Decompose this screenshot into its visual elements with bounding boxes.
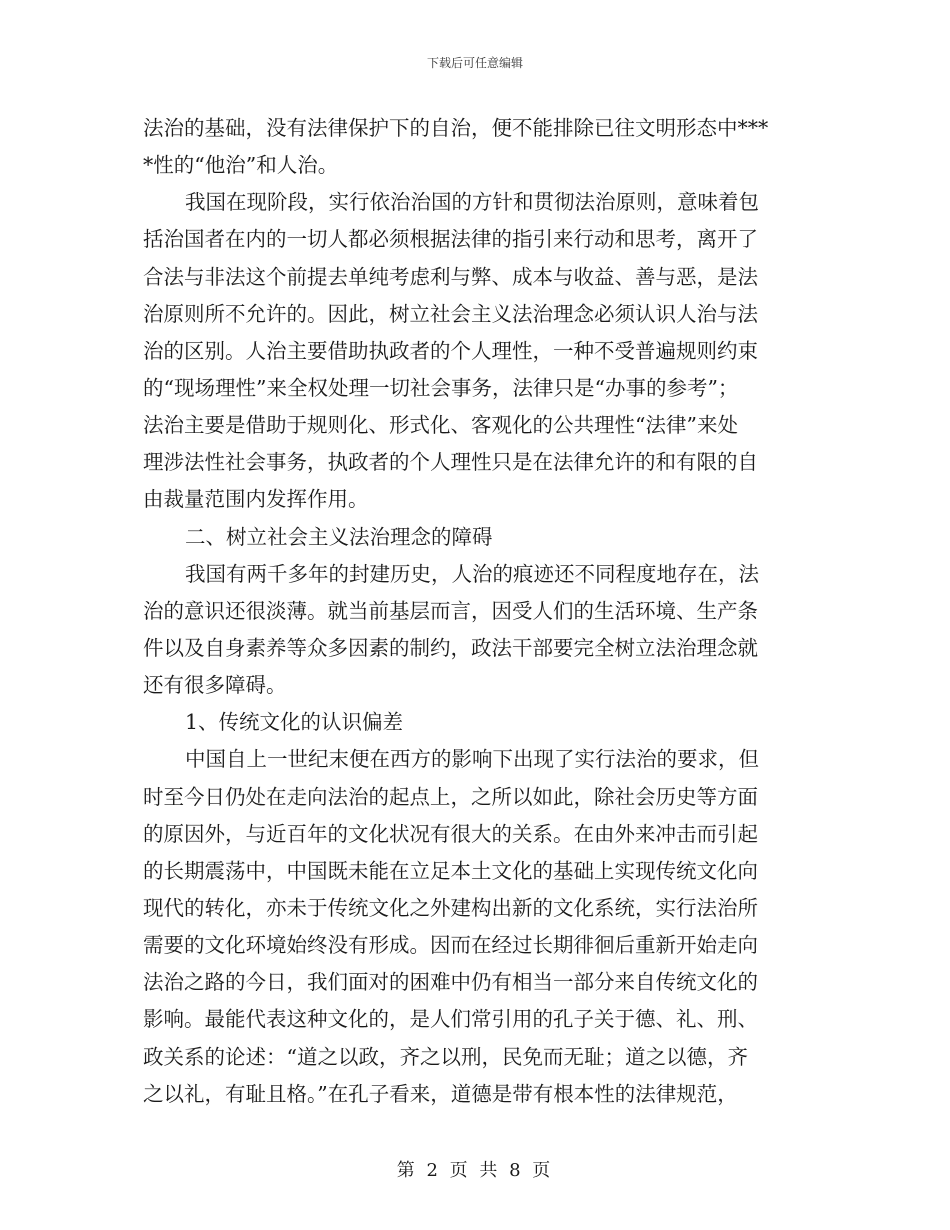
text-line: 中国自上一世纪末便在西方的影响下出现了实行法治的要求，但: [185, 747, 759, 772]
text-line: 我国有两千多年的封建历史，人治的痕迹还不同程度地存在，法: [185, 561, 759, 586]
text-line: 法治主要是借助于规则化、形式化、客观化的公共理性“法律”来处: [143, 413, 738, 438]
text-line: 之以礼，有耻且格。”在孔子看来，道德是带有根本性的法律规范，: [143, 1081, 738, 1106]
text-line: 括治国者在内的一切人都必须根据法律的指引来行动和思考，离开了: [143, 227, 758, 252]
text-line: 现代的转化，亦未于传统文化之外建构出新的文化系统，实行法治所: [143, 895, 758, 920]
text-line: 需要的文化环境始终没有形成。因而在经过长期徘徊后重新开始走向: [143, 933, 758, 958]
text-line: 还有很多障碍。: [143, 673, 287, 698]
text-line: 政关系的论述：“道之以政，齐之以刑，民免而无耻；道之以德，齐: [143, 1044, 748, 1069]
document-body: [143, 110, 793, 1113]
text-line: 的原因外，与近百年的文化状况有很大的关系。在由外来冲击而引起: [143, 821, 758, 846]
text-line: 法治之路的今日，我们面对的困难中仍有相当一部分来自传统文化的: [143, 970, 758, 995]
text-line: 理涉法性社会事务，执政者的个人理性只是在法律允许的和有限的自: [143, 450, 758, 475]
page-footer: 第 2 页 共 8 页: [396, 1160, 554, 1181]
text-line: 治原则所不允许的。因此，树立社会主义法治理念必须认识人治与法: [143, 301, 758, 326]
text-line: 的“现场理性”来全权处理一切社会事务，法律只是“办事的参考”；: [143, 375, 739, 400]
text-line: 的长期震荡中，中国既未能在立足本土文化的基础上实现传统文化向: [143, 858, 758, 883]
page-header: 下载后可任意编辑: [426, 56, 523, 70]
text-line: 时至今日仍处在走向法治的起点上，之所以如此，除社会历史等方面: [143, 784, 758, 809]
text-line: 治的意识还很淡薄。就当前基层而言，因受人们的生活环境、生产条: [143, 598, 758, 623]
text-line: 二、树立社会主义法治理念的障碍: [185, 524, 493, 549]
text-line: 由裁量范围内发挥作用。: [143, 487, 369, 512]
text-line: 1、传统文化的认识偏差: [185, 710, 404, 735]
text-line: 治的区别。人治主要借助执政者的个人理性，一种不受普遍规则约束: [143, 338, 758, 363]
text-line: 合法与非法这个前提去单纯考虑利与弊、成本与收益、善与恶，是法: [143, 264, 758, 289]
text-line: 我国在现阶段，实行依治治国的方针和贯彻法治原则，意味着包: [185, 190, 759, 215]
text-line: 法治的基础，没有法律保护下的自治，便不能排除已往文明形态中***: [143, 116, 769, 140]
text-line: 件以及自身素养等众多因素的制约，政法干部要完全树立法治理念就: [143, 635, 758, 660]
text-line: *性的“他治”和人治。: [143, 153, 339, 178]
text-line: 影响。最能代表这种文化的，是人们常引用的孔子关于德、礼、刑、: [143, 1007, 758, 1032]
